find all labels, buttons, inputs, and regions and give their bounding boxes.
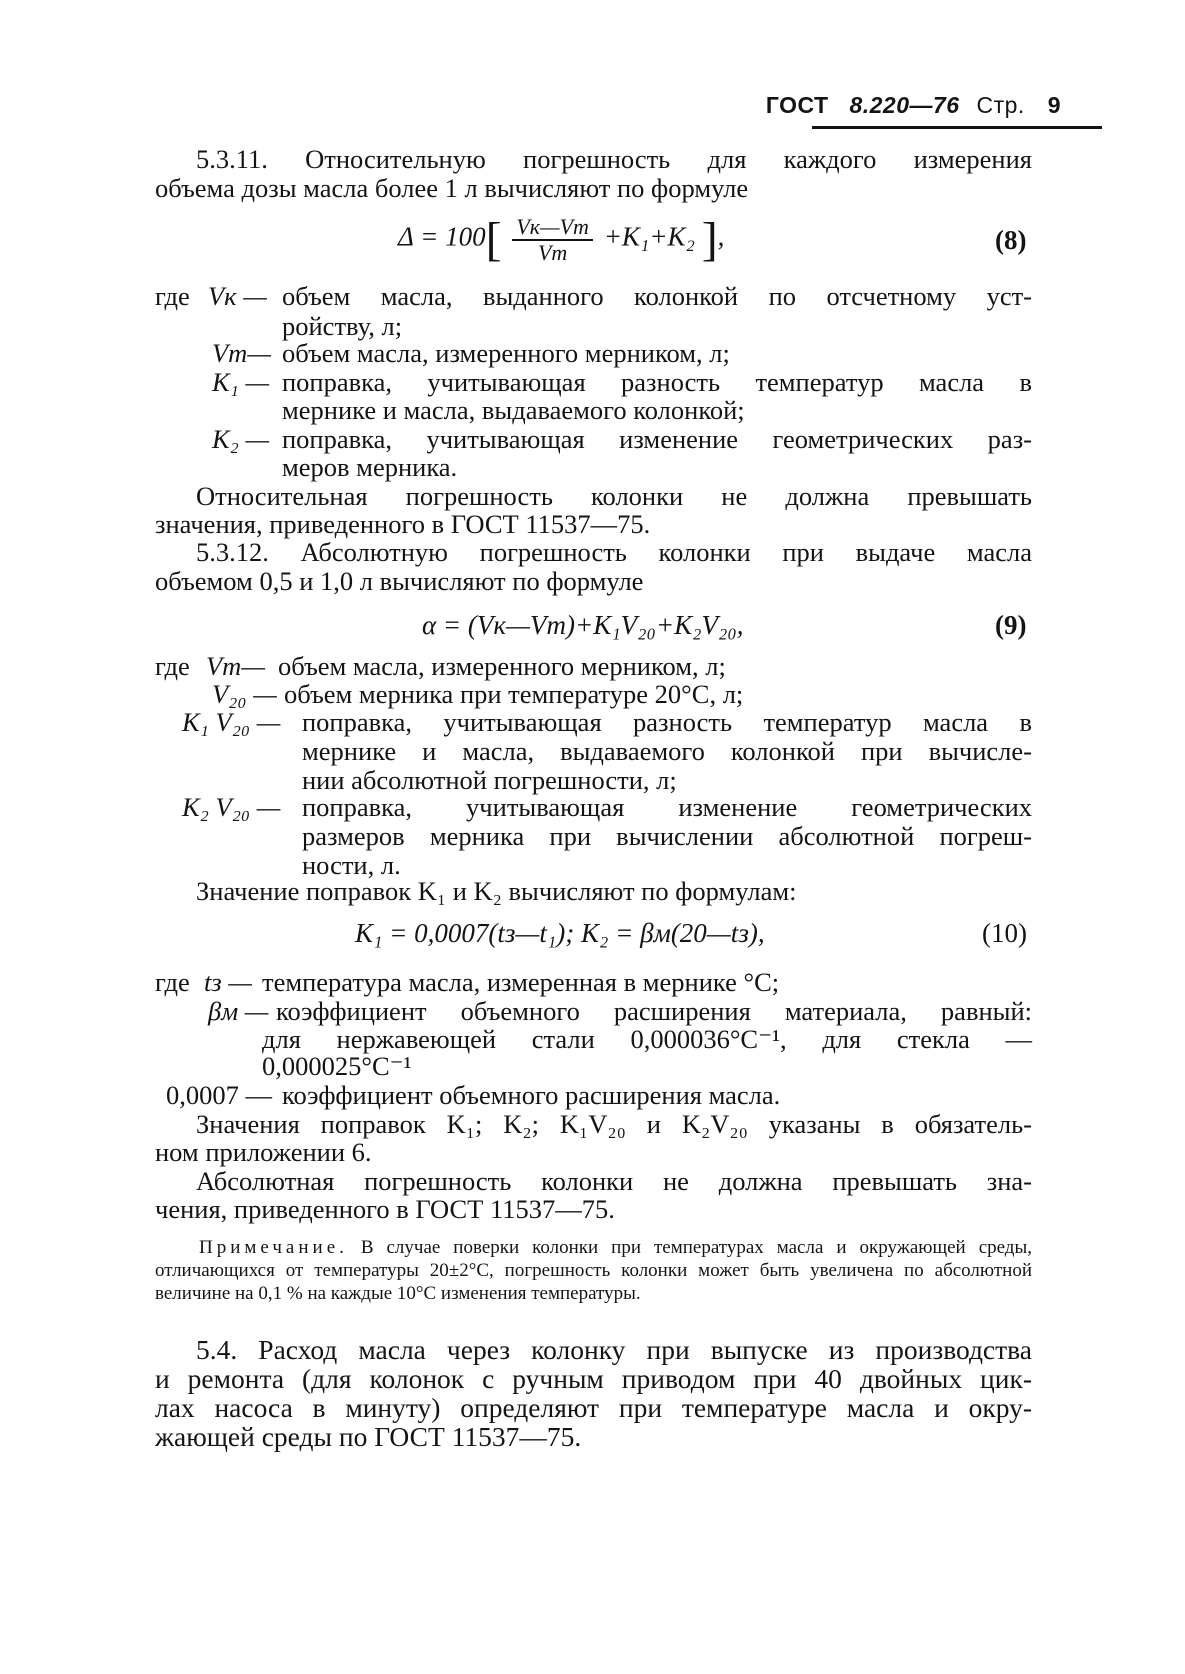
definition-symbol: 0,0007 — [166,1080,272,1110]
definition-symbol: tз — [204,967,252,997]
s54-line1: 5.4. Расход масла через колонку при выпуске из производства [196,1334,1032,1365]
definition-text: поправка, учитывающая разность температур масла в [282,367,1032,397]
equation-number-8: (8) [995,225,1027,255]
formula-8-rhs: +K₁+K₂ [603,221,695,252]
definition-text: объем масла, измеренного мерником, л; [282,338,730,368]
where-label-3: где [155,967,190,997]
s5311-intro-line1: 5.3.11. Относительную погрешность для каждого измерения [196,144,1032,174]
right-bracket: ] [701,213,718,266]
left-bracket: [ [485,213,502,266]
definition-symbol: Vm— [206,651,265,681]
s5312-intro-line1: 5.3.12. Абсолютную погрешность колонки при выдаче масла [196,537,1032,567]
equation-number-9: (9) [995,610,1027,640]
s5311-rel-line1: Относительная погрешность колонки не должна превышать [196,481,1032,511]
definition-text-cont: ройству, л; [282,311,403,341]
definition-symbol: K₂ V₂₀ — [182,792,281,822]
coef-intro: Значение поправок K₁ и K₂ вычисляют по формулам: [196,876,797,906]
definition-text-cont: ности, л. [302,850,401,880]
definition-text-cont: меров мерника. [282,452,458,482]
where-label-1: где [155,281,190,311]
definition-text: поправка, учитывающая разность температур масла в [302,707,1032,737]
abs-line1: Абсолютная погрешность колонки не должна превышать зна- [196,1166,1032,1196]
equation-number-10: (10) [982,918,1027,948]
appendix-line1: Значения поправок K₁; K₂; K₁V₂₀ и K₂V₂₀ указаны в обязатель- [196,1109,1032,1139]
definition-text: поправка, учитывающая изменение геометрических раз- [282,424,1032,454]
formula-8-denominator: Vm [537,239,568,265]
definition-text: объем масла, измеренного мерником, л; [278,651,726,681]
definition-symbol: Vm— [212,338,271,368]
s54-line3: лах насоса в минуту) определяют при температуре масла и окру- [155,1392,1032,1423]
formula-8 [398,212,724,267]
s54-line2: и ремонта (для колонок с ручным приводом при 40 двойных цик- [155,1363,1032,1394]
page-number: 9 [1047,92,1061,118]
page-label: Стр. [976,92,1025,118]
standard-label: ГОСТ [765,92,829,118]
header-rule [812,126,1102,129]
definition-text-cont: мернике и масла, выдаваемого колонкой при вычисле- [302,736,1032,766]
definition-symbol: Vк — [208,281,267,311]
definition-symbol: βм — [208,996,269,1026]
definition-text-cont: размеров мерника при вычислении абсолютной погреш- [302,821,1032,851]
definition-symbol: K₂ — [212,424,270,454]
definition-text-cont: для нержавеющей стали 0,000036°С⁻¹, для стекла — [262,1024,1032,1054]
formula-8-fraction [512,215,593,265]
definition-text: объем масла, выданного колонкой по отсчетному уст- [282,281,1032,311]
definition-text: коэффициент объемного расширения масла. [282,1080,781,1110]
definition-text: температура масла, измеренная в мернике °С; [262,967,780,997]
definition-text-cont: 0,000025°С⁻¹ [262,1051,412,1081]
appendix-line2: ном приложении 6. [155,1137,372,1167]
note-title: Примечание. [199,1237,348,1258]
page-header [766,92,1061,119]
note-text: В случае поверки колонки при температурах масла и окружающей среды, отличающихся от температуры 20±2°С, погрешность колонки может быть увеличена по абсолютной величине на 0,1 % на каждые 10°С изменения температуры. [155,1237,1032,1304]
s54-line4: жающей среды по ГОСТ 11537—75. [155,1421,582,1452]
definition-text: поправка, учитывающая изменение геометрических [302,792,1032,822]
formula-8-tail: , [717,221,725,252]
abs-line2: чения, приведенного в ГОСТ 11537—75. [155,1194,615,1224]
where-label-2: где [155,651,190,681]
definition-text-cont: мернике и масла, выдаваемого колонкой; [282,395,745,425]
definition-text-cont: нии абсолютной погрешности, л; [302,765,677,795]
formula-8-numerator: Vк—Vm [512,215,593,241]
definition-symbol: V₂₀ — [212,679,277,709]
definition-text: коэффициент объемного расширения материала, равный: [276,996,1032,1026]
formula-9: α = (Vк—Vm)+K₁V₂₀+K₂V₂₀, [422,610,744,640]
standard-number: 8.220—76 [849,92,960,118]
s5311-intro-line2: объема дозы масла более 1 л вычисляют по формуле [155,173,749,203]
definition-text: объем мерника при температуре 20°С, л; [284,679,744,709]
definition-symbol: K₁ — [212,367,270,397]
s5312-intro-line2: объемом 0,5 и 1,0 л вычисляют по формуле [155,566,644,596]
note [155,1236,1032,1305]
s5311-rel-line2: значения, приведенного в ГОСТ 11537—75. [155,509,651,539]
formula-10: K₁ = 0,0007(tз—t₁); K₂ = βм(20—tз), [355,918,765,948]
definition-symbol: K₁ V₂₀ — [182,707,281,737]
formula-8-lhs: Δ = 100 [398,221,486,252]
